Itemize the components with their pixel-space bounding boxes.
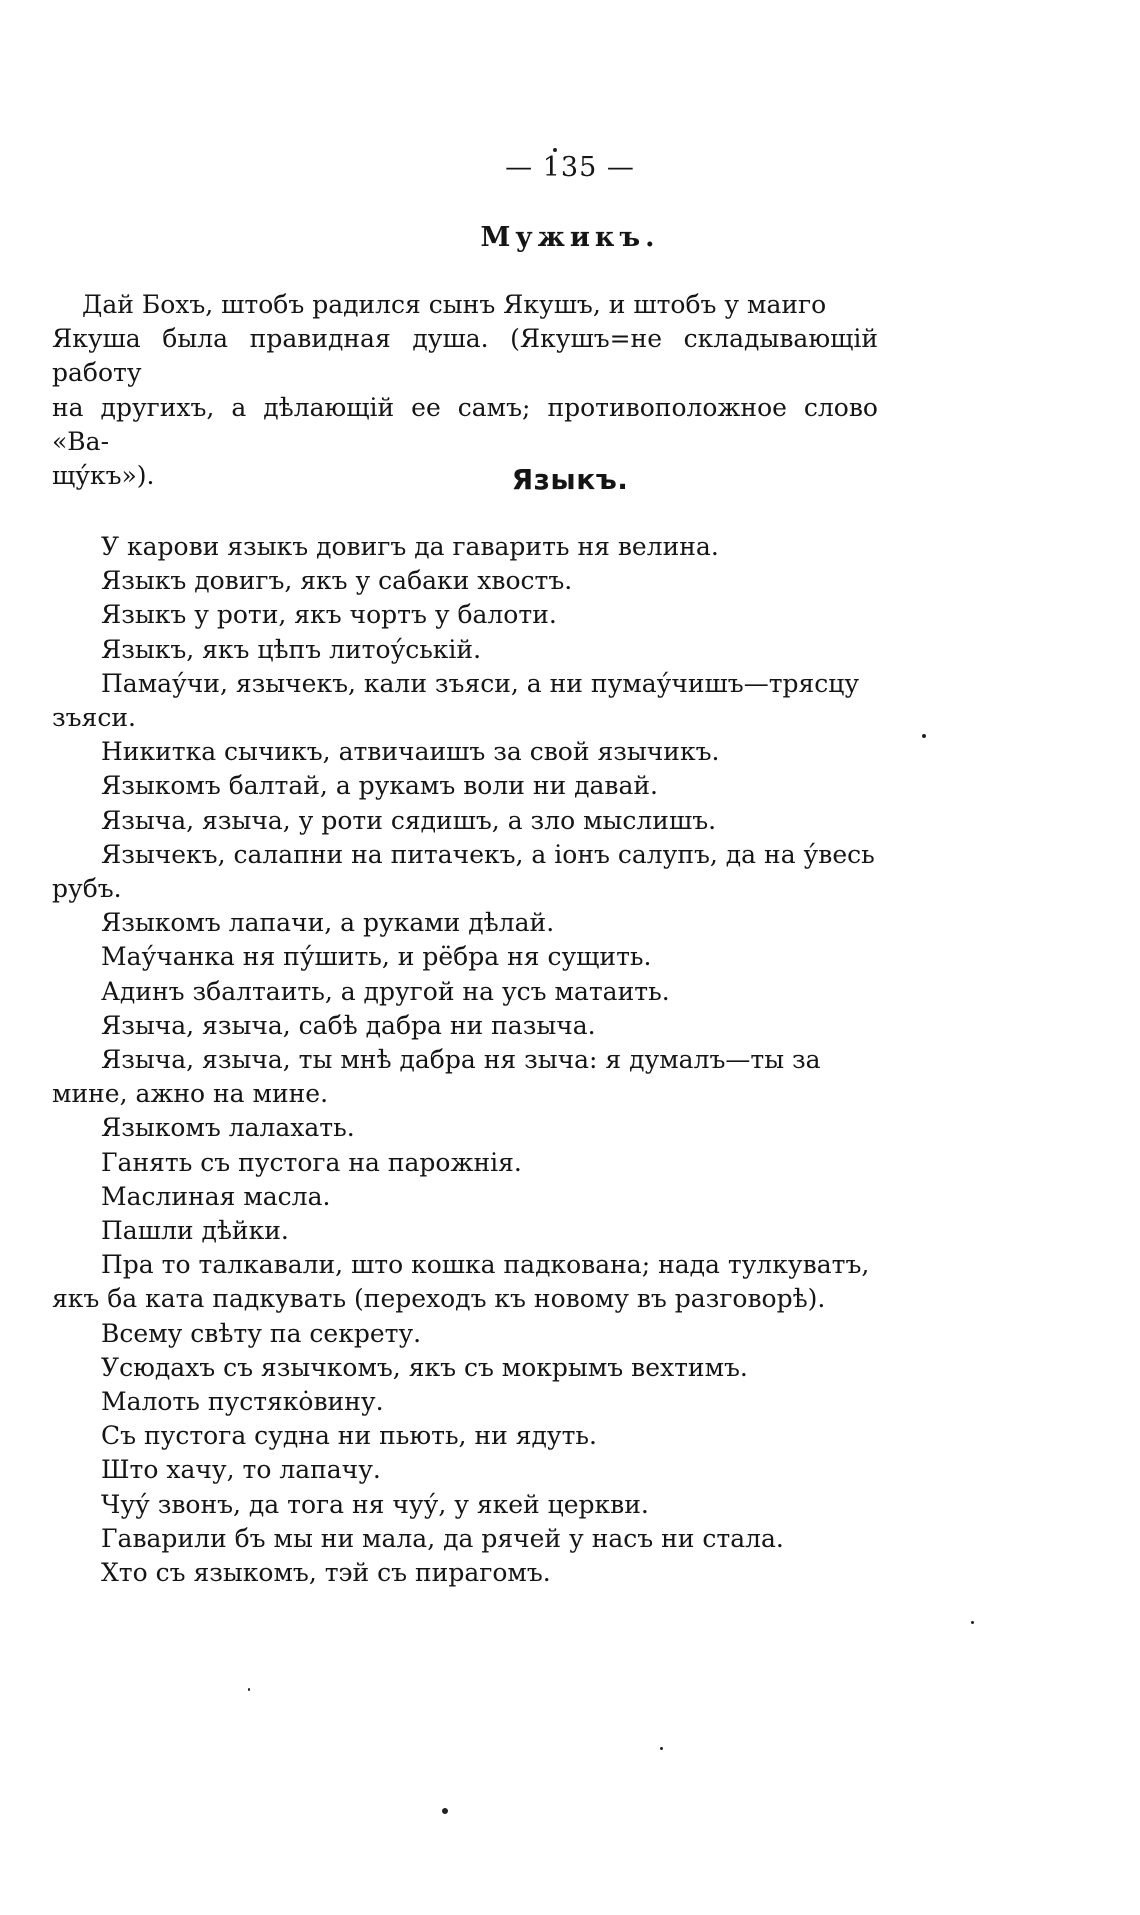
saying-item <box>52 906 878 940</box>
sayings-list <box>52 530 878 1590</box>
print-speck <box>553 148 557 152</box>
print-speck <box>922 734 926 738</box>
saying-line: Ганять съ пустога на парожнія. <box>101 1147 522 1177</box>
saying-item <box>52 769 878 803</box>
saying-line: Языча, языча, ты мнѣ дабра ня зыча: я думалъ—ты за <box>101 1045 821 1075</box>
saying-item <box>52 975 878 1009</box>
saying-item <box>52 1146 878 1180</box>
saying-line: Языкъ, якъ цѣпъ литоу́ській. <box>101 634 482 664</box>
saying-line: Языкъ довигъ, якъ у сабаки хвостъ. <box>101 566 573 596</box>
saying-item <box>52 1317 878 1351</box>
saying-item <box>52 530 878 564</box>
saying-line: Язычекъ, салапни на питачекъ, а іонъ салупъ, да на у́весь <box>101 839 875 869</box>
saying-item <box>52 633 878 667</box>
saying-line: Пашли дѣйки. <box>101 1216 289 1246</box>
print-speck <box>248 1688 250 1691</box>
saying-item <box>52 1419 878 1453</box>
saying-line: Адинъ збалтаить, а другой на усъ матаить. <box>101 976 670 1006</box>
saying-line: Съ пустога судна ни пьють, ни ядуть. <box>101 1421 597 1451</box>
saying-item <box>52 1385 878 1419</box>
section-title-muzhik: Мужикъ. <box>480 222 660 253</box>
paragraph-line: на другихъ, а дѣлающій ее самъ; противоположное слово «Ва- <box>52 392 878 456</box>
saying-line: Языкомъ лалахать. <box>101 1113 355 1143</box>
saying-line: якъ ба ката падкувать (переходъ къ новому въ разговорѣ). <box>52 1284 826 1314</box>
saying-line: Языкомъ лапачи, а руками дѣлай. <box>101 908 555 938</box>
saying-item <box>52 1043 878 1111</box>
saying-line: мине, ажно на мине. <box>52 1079 329 1109</box>
saying-item <box>52 1009 878 1043</box>
saying-item <box>52 1522 878 1556</box>
saying-line: Хто съ языкомъ, тэй съ пирагомъ. <box>101 1558 551 1588</box>
saying-item <box>52 564 878 598</box>
saying-line: У карови языкъ довигъ да гаварить ня велина. <box>101 532 719 561</box>
saying-item <box>52 667 878 735</box>
saying-line: Што хачу, то лапачу. <box>101 1455 381 1485</box>
saying-line: Языча, языча, у роти сядишъ, а зло мыслишъ. <box>101 805 717 835</box>
saying-item <box>52 598 878 632</box>
saying-line: Языча, языча, сабѣ дабра ни пазыча. <box>101 1010 596 1040</box>
saying-line: Пра то талкавали, што кошка падкована; нада тулкуватъ, <box>101 1250 870 1280</box>
saying-line: Всему свѣту па секрету. <box>101 1318 422 1348</box>
saying-item <box>52 1248 878 1316</box>
saying-item <box>52 1351 878 1385</box>
saying-item <box>52 1488 878 1522</box>
saying-line: Мау́чанка ня пу́шить, и рёбра ня сущить. <box>101 942 652 972</box>
saying-line: Малоть пустякȯвину. <box>101 1387 384 1417</box>
saying-item <box>52 1111 878 1145</box>
paragraph-line: Дай Бохъ, штобъ радился сынъ Якушъ, и штобъ у маиго <box>82 290 827 319</box>
saying-line: Памау́чи, язычекъ, кали зъяси, а ни пумау́чишъ—трясцу <box>101 668 860 698</box>
saying-line: Чуу́ звонъ, да тога ня чуу́, у якей церкви. <box>101 1489 649 1519</box>
saying-item <box>52 1214 878 1248</box>
saying-line: Маслиная масла. <box>101 1181 331 1211</box>
print-speck <box>660 1747 663 1750</box>
section-title-yazyk: Языкъ. <box>511 463 629 496</box>
saying-item <box>52 735 878 769</box>
paragraph-line: щу́къ»). <box>52 461 155 491</box>
paragraph-line: Якуша была правидная душа. (Якушъ=не складывающій работу <box>52 324 878 388</box>
saying-line: Языкомъ балтай, а рукамъ воли ни давай. <box>101 771 658 801</box>
saying-item <box>52 804 878 838</box>
saying-line: Никитка сычикъ, атвичаишъ за свой язычикъ. <box>101 737 720 767</box>
saying-item <box>52 1180 878 1214</box>
saying-line: рубъ. <box>52 874 122 904</box>
saying-line: Языкъ у роти, якъ чортъ у балоти. <box>101 600 557 630</box>
print-speck <box>971 1621 974 1624</box>
saying-item <box>52 1453 878 1487</box>
saying-item <box>52 1556 878 1590</box>
print-speck <box>442 1808 448 1814</box>
saying-line: зъяси. <box>52 703 136 733</box>
saying-line: Усюдахъ съ язычкомъ, якъ съ мокрымъ вехтимъ. <box>101 1352 748 1382</box>
saying-item <box>52 940 878 974</box>
saying-line: Гаварили бъ мы ни мала, да рячей у насъ ни стала. <box>101 1523 784 1553</box>
saying-item <box>52 838 878 906</box>
page-number: — 135 — <box>505 152 635 183</box>
